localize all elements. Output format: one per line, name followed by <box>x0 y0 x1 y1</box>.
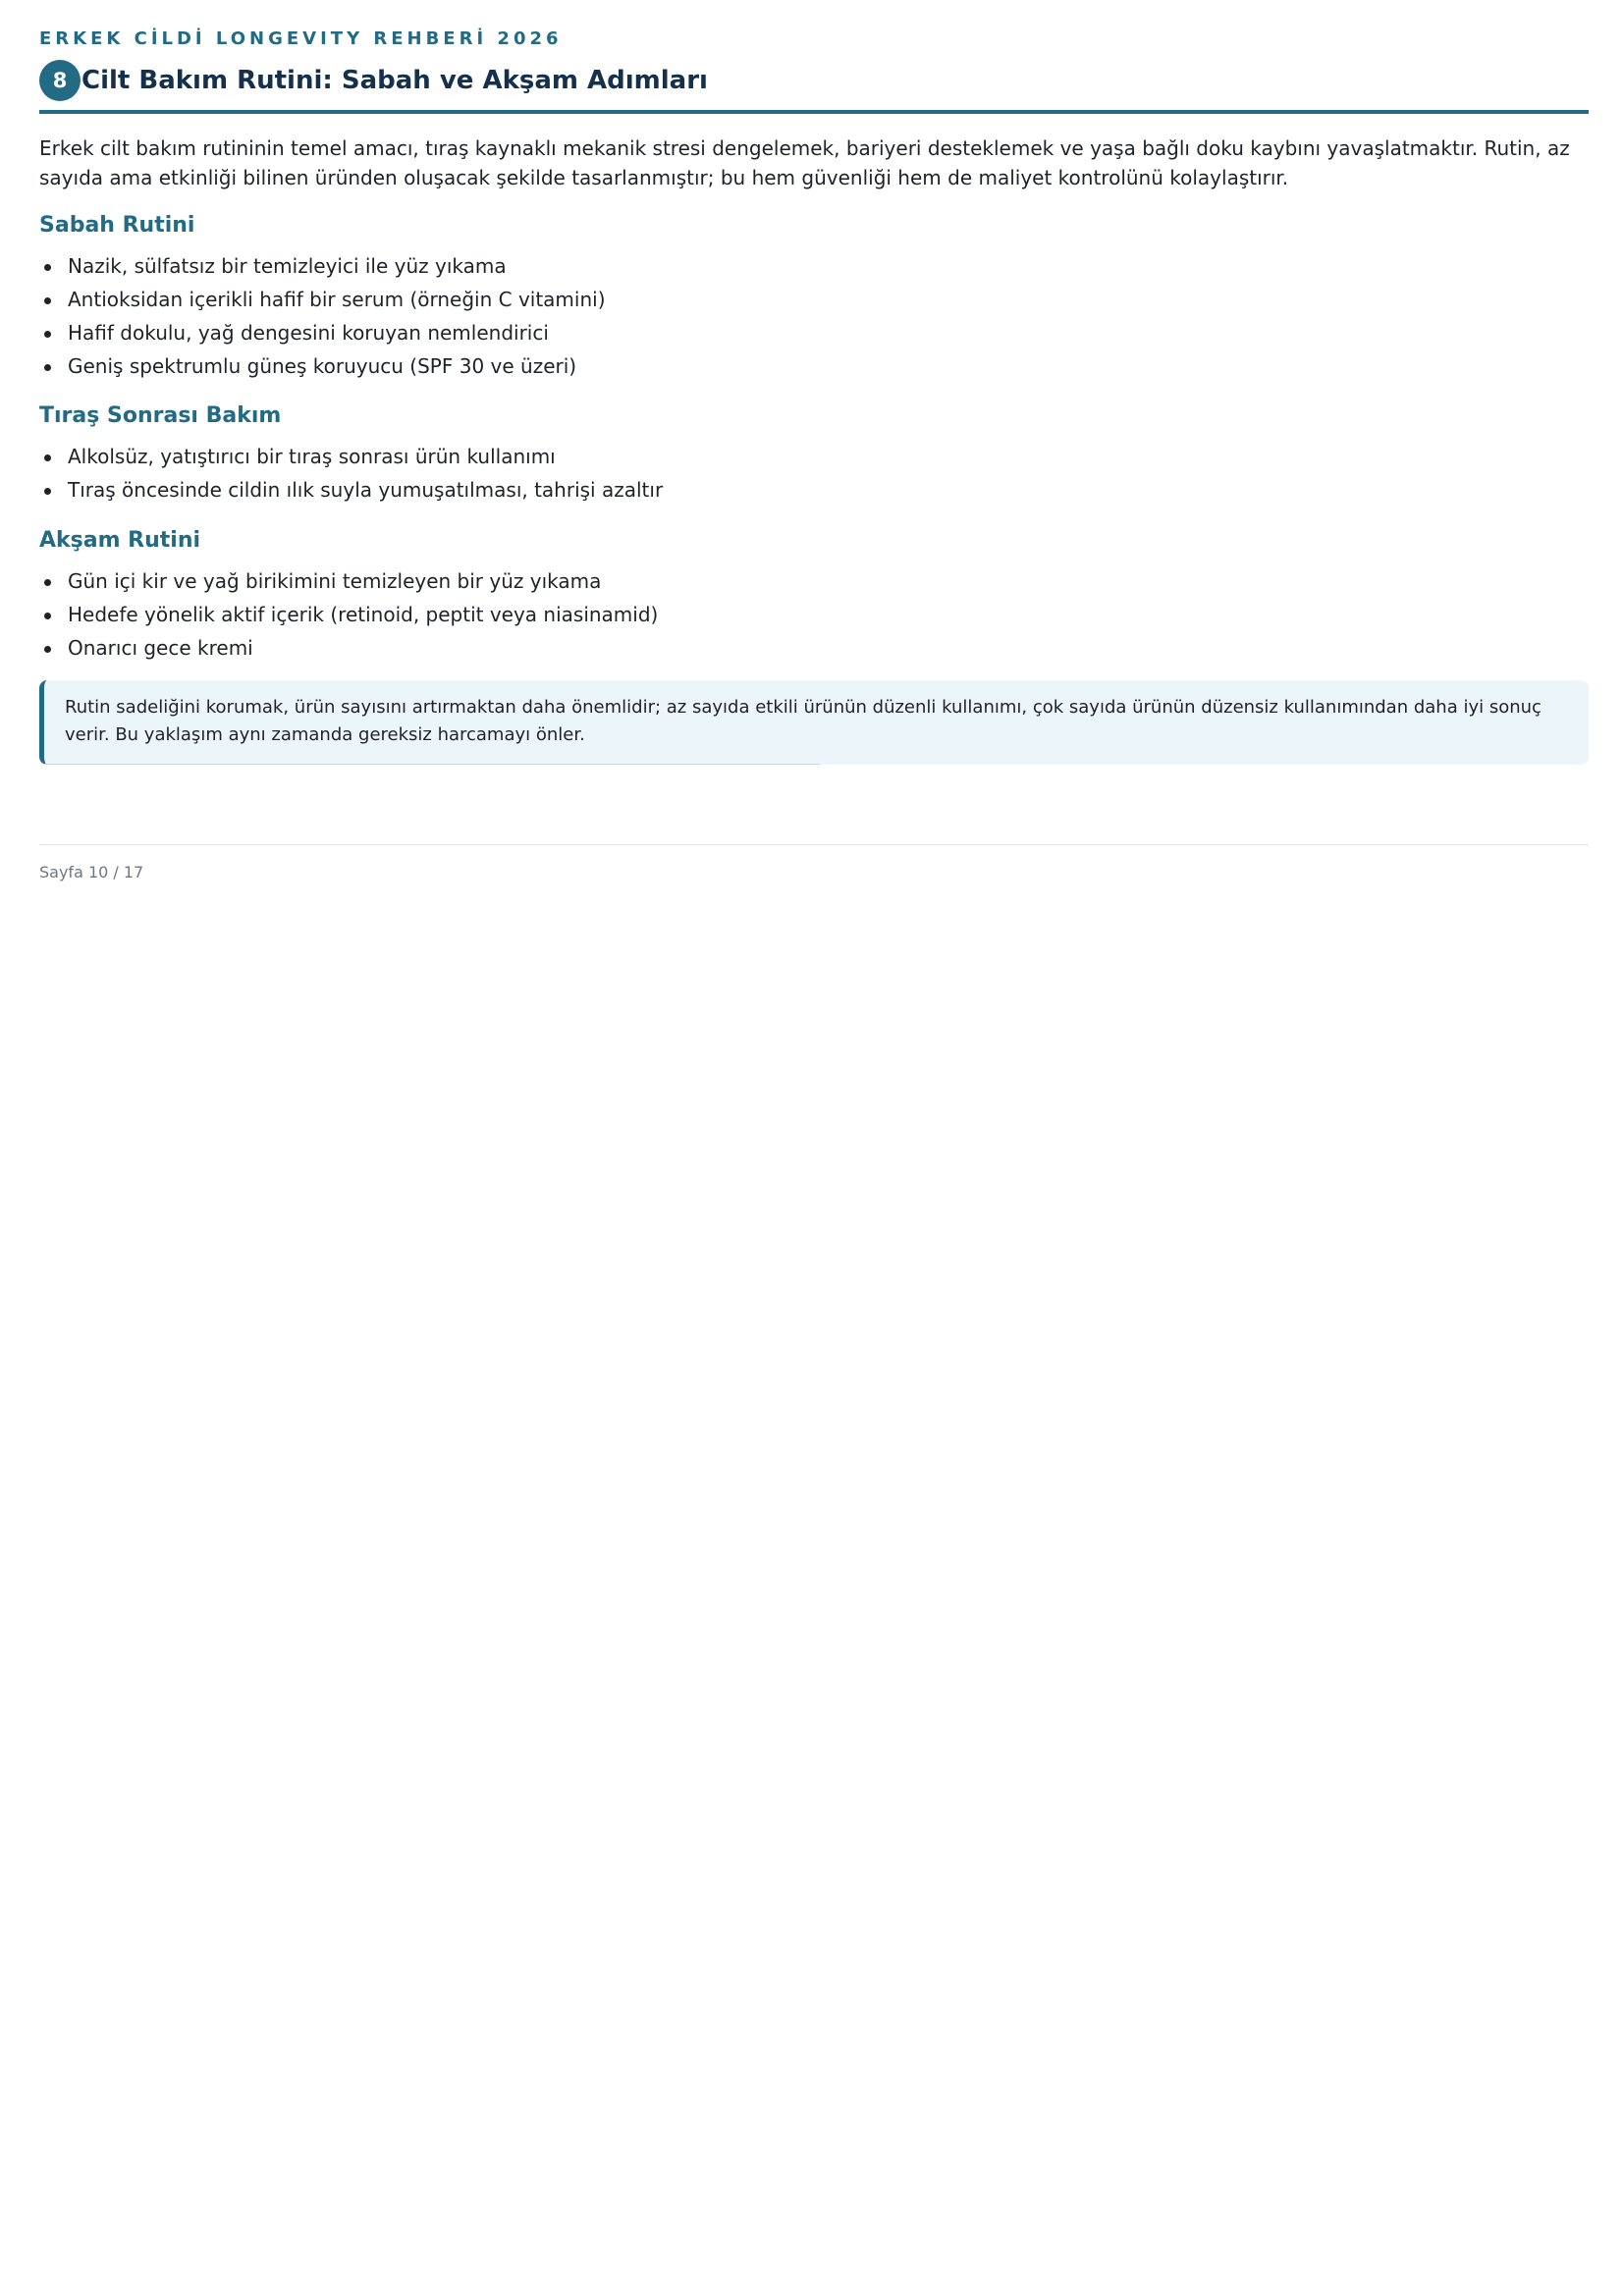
list-item: Hafif dokulu, yağ dengesini koruyan nemlendirici <box>39 316 1589 349</box>
evening-routine-list <box>39 564 1589 665</box>
section-number-badge: 8 <box>39 60 81 101</box>
list-item: Geniş spektrumlu güneş koruyucu (SPF 30 ve üzeri) <box>39 349 1589 383</box>
evening-routine-heading: Akşam Rutini <box>39 528 201 553</box>
page-title: Cilt Bakım Rutini: Sabah ve Akşam Adımları <box>81 66 708 95</box>
list-item: Tıraş öncesinde cildin ılık suyla yumuşatılması, tahrişi azaltır <box>39 473 1589 507</box>
document-kicker: ERKEK CİLDİ LONGEVITY REHBERİ 2026 <box>39 28 563 49</box>
list-item: Hedefe yönelik aktif içerik (retinoid, peptit veya niasinamid) <box>39 598 1589 631</box>
list-item: Nazik, sülfatsız bir temizleyici ile yüz yıkama <box>39 249 1589 283</box>
morning-routine-heading: Sabah Rutini <box>39 213 195 238</box>
morning-routine-list <box>39 249 1589 383</box>
callout-underline <box>44 764 820 765</box>
list-item: Antioksidan içerikli hafif bir serum (örneğin C vitamini) <box>39 283 1589 316</box>
title-divider <box>39 110 1589 114</box>
tip-callout-text: Rutin sadeliğini korumak, ürün sayısını artırmaktan daha önemlidir; az sayıda etkili ürünün düzenli kullanımı, çok sayıda ürünün düzensiz kullanımından daha iyi sonuç verir. Bu yaklaşım aynı zamanda gereksiz harcamayı önler. <box>65 697 1542 745</box>
aftershave-care-heading: Tıraş Sonrası Bakım <box>39 403 282 428</box>
list-item: Gün içi kir ve yağ birikimini temizleyen bir yüz yıkama <box>39 564 1589 598</box>
intro-paragraph: Erkek cilt bakım rutininin temel amacı, tıraş kaynaklı mekanik stresi dengelemek, bariyeri desteklemek ve yaşa bağlı doku kaybını yavaşlatmaktır. Rutin, az sayıda ama etkinliği bilinen üründen oluşacak şekilde tasarlanmıştır; bu hem güvenliği hem de maliyet kontrolünü kolaylaştırır. <box>39 136 1570 189</box>
aftershave-care-list <box>39 440 1589 507</box>
list-item: Alkolsüz, yatıştırıcı bir tıraş sonrası ürün kullanımı <box>39 440 1589 473</box>
page-number: Sayfa 10 / 17 <box>39 863 144 881</box>
document-page <box>39 0 1589 881</box>
list-item: Onarıcı gece kremi <box>39 631 1589 665</box>
tip-callout <box>39 680 1589 765</box>
footer-divider <box>39 844 1589 845</box>
title-row <box>39 60 1589 101</box>
